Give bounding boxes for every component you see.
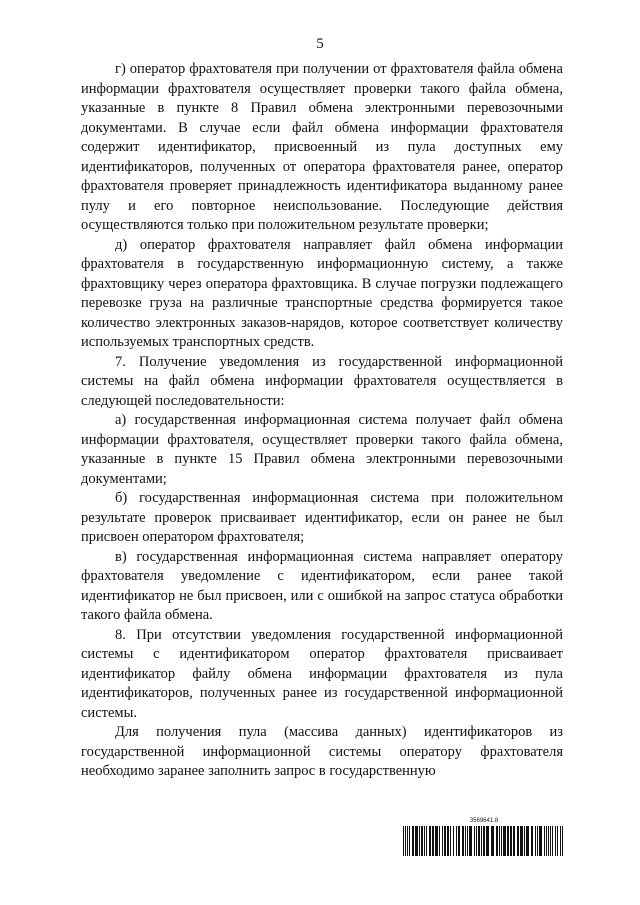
paragraph-pool-request: Для получения пула (массива данных) идентификаторов из государственной информационной системы оператору фрахтователя необходимо заранее заполнить запрос в государственную: [81, 724, 563, 779]
paragraph-b: б) государственная информационная система при положительном результате проверок присваивает идентификатор, если он ранее не был присвоен оператором фрахтователя;: [81, 490, 563, 545]
paragraph-7: 7. Получение уведомления из государственной информационной системы на файл обмена информации фрахтователя осуществляется в следующей последовательности:: [81, 353, 563, 409]
paragraph-g: г) оператор фрахтователя при получении от фрахтователя файла обмена информации фрахтователя осуществляет проверки такого файла обмена, указанные в пункте 8 Правил обмена электронными перевозочными документами. В случае если файл обмена информации фрахтователя содержит идентификатор, присвоенный из пула доступных ему идентификаторов, полученных от оператора фрахтователя ранее, оператор фрахтователя проверяет принадлежность идентификатора выданному ранее пулу и его повторное неиспользование. Последующие действия осуществляются только при положительном результате проверки;: [81, 61, 563, 233]
barcode-icon: [403, 826, 565, 856]
paragraph-a: а) государственная информационная система получает файл обмена информации фрахтователя, осуществляет проверки такого файла обмена, указанные в пункте 15 Правил обмена электронными перевозочными документами;: [81, 412, 563, 487]
barcode-code: 3569641.8: [469, 818, 499, 824]
paragraph-8: 8. При отсутствии уведомления государственной информационной системы с идентификатором оператор фрахтователя присваивает идентификатор файлу обмена информации фрахтователя из пула идентификаторов, полученных ранее из государственной информационной системы.: [81, 626, 563, 721]
page-number: 5: [316, 36, 324, 52]
document-body: [81, 60, 563, 782]
paragraph-d: д) оператор фрахтователя направляет файл обмена информации фрахтователя в государственную информационную систему, а также фрахтовщику через оператора фрахтовщика. В случае погрузки подлежащего перевозке груза на различные транспортные средства формируется такое количество электронных заказов-нарядов, которое соответствует количеству используемых транспортных средств.: [81, 236, 563, 350]
paragraph-v: в) государственная информационная система направляет оператору фрахтователя уведомление с идентификатором, если ранее такой идентификатор не был присвоен, или с ошибкой на запрос статуса обработки такого файла обмена.: [81, 548, 563, 623]
barcode-block: [403, 818, 565, 856]
